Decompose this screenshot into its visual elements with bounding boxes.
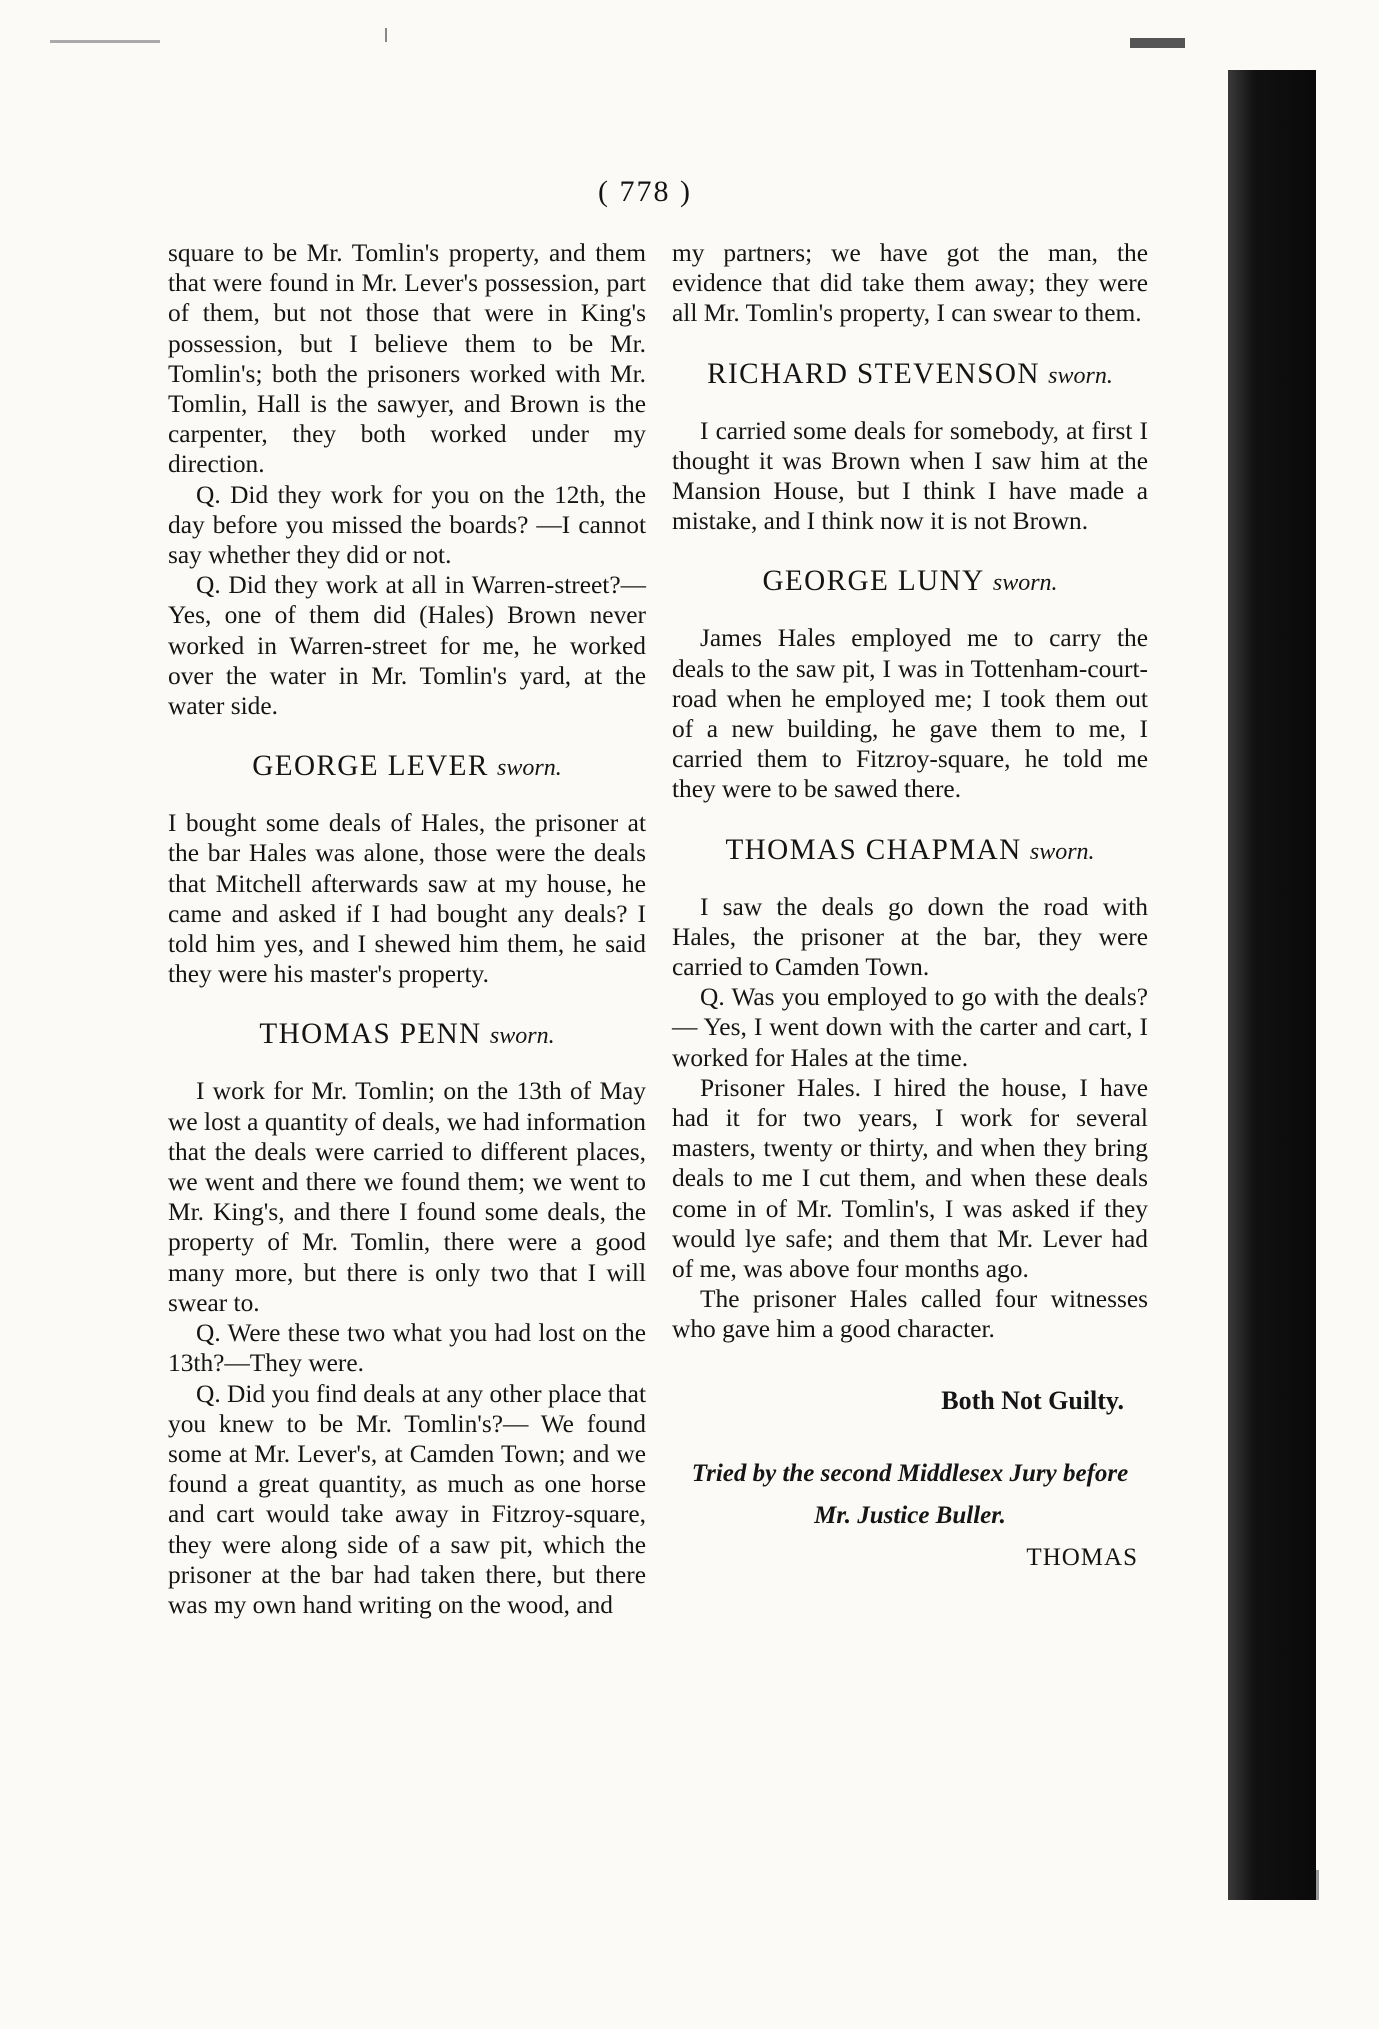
catchword: THOMAS bbox=[1026, 1543, 1138, 1571]
witness-heading bbox=[672, 564, 1148, 600]
testimony-paragraph: I saw the deals go down the road with Hales, the prisoner at the bar, they were carried to Camden Town. bbox=[672, 892, 1148, 982]
page-number: ( 778 ) bbox=[598, 175, 692, 208]
testimony-paragraph: Prisoner Hales. I hired the house, I have had it for two years, I work for several masters, twenty or thirty, and when they bring deals to me I cut them, and when these deals come in of Mr. Tomlin's, I was asked if they would lye safe; and them that Mr. Lever had of me, was above four months ago. bbox=[672, 1073, 1148, 1284]
ink-speck bbox=[50, 40, 160, 43]
edge-mark bbox=[1316, 1870, 1319, 1900]
right-column-body bbox=[672, 238, 1148, 1345]
tried-line-1: Tried by the second Middlesex Jury before bbox=[691, 1459, 1129, 1487]
testimony-paragraph: Q. Did they work at all in Warren-street?— Yes, one of them did (Hales) Brown never worked in Warren-street for me, he worked over the water in Mr. Tomlin's yard, at the water side. bbox=[168, 571, 646, 721]
testimony-paragraph: The prisoner Hales called four witnesses who gave him a good character. bbox=[672, 1285, 1148, 1344]
witness-name: THOMAS CHAPMAN bbox=[725, 833, 1022, 866]
left-column bbox=[168, 238, 646, 1620]
testimony-paragraph: James Hales employed me to carry the deals to the saw pit, I was in Tottenham-court-road when he employed me; I took them out of a new building, he gave them to me, I carried them to Fitzroy-square, he told me they were to be sawed there. bbox=[672, 624, 1148, 804]
testimony-paragraph: Q. Did they work for you on the 12th, the day before you missed the boards? —I cannot say whether they did or not. bbox=[168, 480, 646, 570]
sworn-label: sworn. bbox=[992, 570, 1058, 597]
sworn-label: sworn. bbox=[1029, 838, 1095, 865]
sworn-label: sworn. bbox=[497, 755, 562, 782]
testimony-paragraph: square to be Mr. Tomlin's property, and them that were found in Mr. Lever's possession, part of them, but not those that were in King's possession, but I believe them to be Mr. Tomlin's; both the prisoners worked with Mr. Tomlin, Hall is the sawyer, and Brown is the carpenter, they both worked under my direction. bbox=[168, 239, 646, 479]
testimony-paragraph: Q. Did you find deals at any other place that you knew to be Mr. Tomlin's?— We found some at Mr. Lever's, at Camden Town; and we found a great quantity, as much as one horse and cart would take away in Fitzroy-square, they were along side of a saw pit, which the prisoner at the bar had taken there, but there was my own hand writing on the wood, and bbox=[168, 1379, 646, 1619]
witness-name: RICHARD STEVENSON bbox=[707, 357, 1040, 390]
verdict: Both Not Guilty. bbox=[941, 1385, 1124, 1415]
witness-heading bbox=[168, 749, 646, 785]
testimony-paragraph: Q. Was you employed to go with the deals?— Yes, I went down with the carter and cart, I worked for Hales at the time. bbox=[672, 983, 1148, 1072]
testimony-paragraph: I work for Mr. Tomlin; on the 13th of May we lost a quantity of deals, we had information that the deals were carried to different places, we went and there we found them; we went to Mr. King's, and there I found some deals, the property of Mr. Tomlin, there were a good many more, but there is only two that I will swear to. bbox=[168, 1077, 646, 1317]
witness-heading bbox=[672, 833, 1148, 869]
ink-speck bbox=[1130, 38, 1185, 48]
witness-name: GEORGE LEVER bbox=[252, 750, 489, 783]
tried-line-2: Mr. Justice Buller. bbox=[814, 1501, 1006, 1529]
witness-name: GEORGE LUNY bbox=[762, 565, 985, 598]
tried-before bbox=[672, 1453, 1148, 1537]
testimony-paragraph: I bought some deals of Hales, the prisoner at the bar Hales was alone, those were the deals that Mitchell afterwards saw at my house, he came and asked if I had bought any deals? I told him yes, and I shewed him them, he said they were his master's property. bbox=[168, 809, 646, 989]
testimony-paragraph: I carried some deals for somebody, at first I thought it was Brown when I saw him at the Mansion House, but I think I have made a mistake, and I think now it is not Brown. bbox=[672, 416, 1148, 536]
testimony-paragraph: my partners; we have got the man, the evidence that did take them away; they were all Mr. Tomlin's property, I can swear to them. bbox=[672, 239, 1148, 328]
witness-name: THOMAS PENN bbox=[259, 1018, 482, 1051]
sworn-label: sworn. bbox=[1048, 362, 1113, 389]
right-column bbox=[672, 238, 1148, 1573]
testimony-paragraph: Q. Were these two what you had lost on the 13th?—They were. bbox=[168, 1319, 646, 1378]
ink-speck bbox=[385, 28, 387, 42]
witness-heading bbox=[672, 357, 1148, 393]
sworn-label: sworn. bbox=[489, 1023, 555, 1050]
page-edge-shadow bbox=[1228, 70, 1316, 1900]
witness-heading bbox=[168, 1017, 646, 1053]
